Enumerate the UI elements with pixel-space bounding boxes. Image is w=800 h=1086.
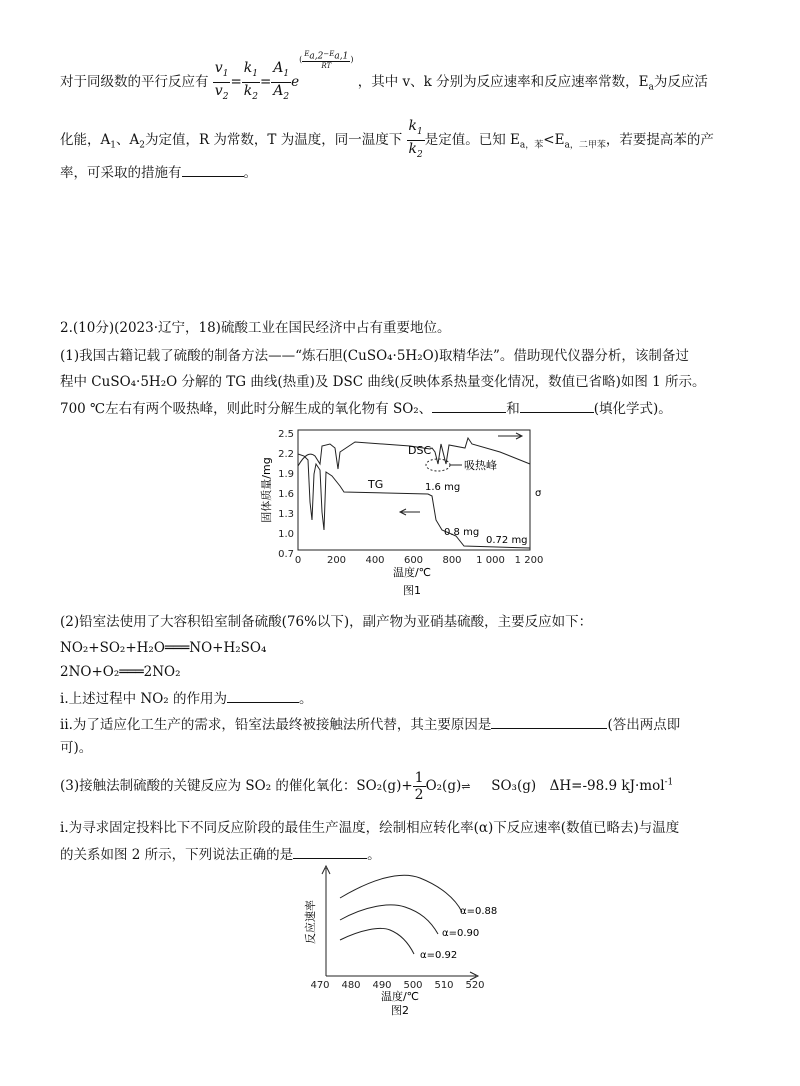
- q2-p2-i: ⅰ.上述过程中 NO₂ 的作用为 。: [60, 688, 750, 709]
- fig1-ylabel: 固体质量/mg: [260, 457, 273, 523]
- top-line-3: 率，可采取的措施有 。: [60, 162, 750, 183]
- q2-p1-line2: 程中 CuSO₄·5H₂O 分解的 TG 曲线(热重)及 DSC 曲线(反映体系热量变化情况，数值已省略)如图 1 所示。: [60, 374, 706, 390]
- figure-1: [260, 424, 560, 602]
- mass-2: 0.8 mg: [444, 527, 480, 538]
- fig1-caption: 图1: [403, 584, 421, 597]
- top-line-1: 对于同级数的平行反应有 $\frac{v_1}{v_2}$ = $\frac{k_1}{k_2}$ = $\frac{A_1}{A_2}$ $e^{( \frac{E_{a,2}-E_{a,1}}{RT} )}$ ，其中 v、k 分别为反应速率和反应速率常数，$E_a$为反应活: [60, 60, 750, 105]
- fig2-ylabel: 反应速率: [304, 900, 317, 944]
- a-ratio: $\frac{A_1}{A_2}$: [273, 60, 290, 102]
- alpha-090: α=0.90: [442, 928, 480, 939]
- fig1-xtick: 0: [294, 555, 302, 566]
- fig2-xtick: 510: [434, 980, 454, 991]
- fig1-xtick: 800: [442, 555, 462, 566]
- answer-blank[interactable]: [491, 714, 607, 729]
- peak-label: 吸热峰: [464, 459, 497, 472]
- figure-2: [300, 862, 520, 1022]
- k-ratio: $\frac{k_1}{k_2}$: [243, 60, 258, 102]
- fig1-ytick: 1.3: [278, 509, 294, 520]
- fig1-xlabel: 温度/℃: [392, 566, 432, 579]
- answer-blank[interactable]: [293, 844, 367, 859]
- fig1-xtick: 400: [365, 555, 385, 566]
- fig2-caption: 图2: [391, 1004, 409, 1017]
- q2-p2-ii: ⅱ.为了适应化工生产的需求，铅室法最终被接触法所代替，其主要原因是 (答出两点即: [60, 714, 750, 735]
- fig1-ytick: 2.5: [278, 429, 294, 440]
- equilibrium-arrow-icon: ⇌: [461, 779, 471, 793]
- curve-088: [340, 875, 462, 912]
- fig1-xtick: 200: [326, 555, 347, 566]
- text: 为反应活: [653, 73, 708, 90]
- q2-p1-line3: 700 ℃左右有两个吸热峰，则此时分解生成的氧化物有 SO₂、 和 (填化学式)。: [60, 398, 750, 419]
- fig2-xtick: 500: [403, 980, 423, 991]
- fig1-xtick: 1 000: [476, 555, 505, 566]
- answer-blank[interactable]: [520, 398, 594, 413]
- fig1-ytick: 2.2: [278, 449, 294, 460]
- alpha-092: α=0.92: [420, 950, 458, 961]
- q2-eq2: 2NO+O₂═══2NO₂: [60, 664, 181, 680]
- top-line-2: 化能，$A_1$、$A_2$为定值，R 为常数，T 为温度，同一温度下 $\frac{k_1}{k_2}$ 是定值。已知 $E_{a,苯}<E_{a,二甲苯}$，若要提高苯的产: [60, 118, 750, 163]
- answer-blank[interactable]: [432, 398, 506, 413]
- q2-p1-line1: (1)我国古籍记载了硫酸的制备方法——“炼石胆(CuSO₄·5H₂O)取精华法”。借助现代仪器分析，该制备过: [60, 348, 689, 364]
- fig1-ytick: 1.6: [278, 489, 294, 500]
- k-ratio-2: $\frac{k_1}{k_2}$: [408, 118, 423, 160]
- arrow-left: [400, 509, 420, 515]
- text: 对于同级数的平行反应有: [60, 73, 209, 90]
- q2-eq1: NO₂+SO₂+H₂O═══NO+H₂SO₄: [60, 640, 267, 656]
- fig2-xlabel: 温度/℃: [380, 990, 420, 1003]
- curve-092: [340, 928, 414, 954]
- fig2-xtick: 470: [310, 980, 330, 991]
- fig2-xtick: 490: [372, 980, 392, 991]
- mass-1: 1.6 mg: [425, 482, 461, 493]
- arrow-right: [498, 433, 522, 439]
- q2-header: 2.(10分)(2023·辽宁，18)硫酸工业在国民经济中占有重要地位。: [60, 320, 451, 336]
- dsc-label: DSC: [408, 444, 432, 457]
- sigma-label: σ: [535, 488, 542, 499]
- fig1-xtick: 1 200: [514, 555, 544, 566]
- q2-p2-line1: (2)铅室法使用了大容积铅室制备硫酸(76%以下)，副产物为亚硝基硫酸，主要反应如下：: [60, 614, 593, 630]
- answer-blank[interactable]: [227, 688, 299, 703]
- text: ，其中 v、k 分别为反应速率和反应速率常数，E: [357, 73, 649, 90]
- answer-blank[interactable]: [182, 162, 244, 177]
- alpha-088: α=0.88: [460, 906, 498, 917]
- fig1-ytick: 1.9: [278, 469, 294, 480]
- half-frac: $\frac{1}{2}$: [414, 770, 424, 803]
- q2-p3-i-line2: 的关系如图 2 所示，下列说法正确的是 。: [60, 844, 750, 865]
- q2-p2-ii-cont: 可)。: [60, 740, 93, 756]
- fig1-xtick: 600: [403, 555, 424, 566]
- fig1-ytick: 0.7: [278, 549, 294, 560]
- fig2-xtick: 480: [341, 980, 361, 991]
- fig2-xtick: 520: [465, 980, 485, 991]
- exponent: ( Ea,2−Ea,1 RT ): [299, 50, 354, 70]
- fig1-ytick: 1.0: [278, 529, 294, 540]
- mass-3: 0.72 mg: [486, 535, 528, 546]
- v-ratio: $\frac{v_1}{v_2}$: [214, 60, 229, 102]
- e-symbol: e: [291, 73, 300, 90]
- q2-p3-i-line1: ⅰ.为寻求固定投料比下不同反应阶段的最佳生产温度，绘制相应转化率(α)下反应速率(数值已略去)与温度: [60, 820, 680, 836]
- tg-label: TG: [368, 478, 384, 491]
- q2-p3-line: (3)接触法制硫酸的关键反应为 SO₂ 的催化氧化：SO₂(g)+ $\frac{1}{2}$ O₂(g)⇌ SO₃(g) ΔH=-98.9 kJ·mol$^{-1}$: [60, 770, 674, 803]
